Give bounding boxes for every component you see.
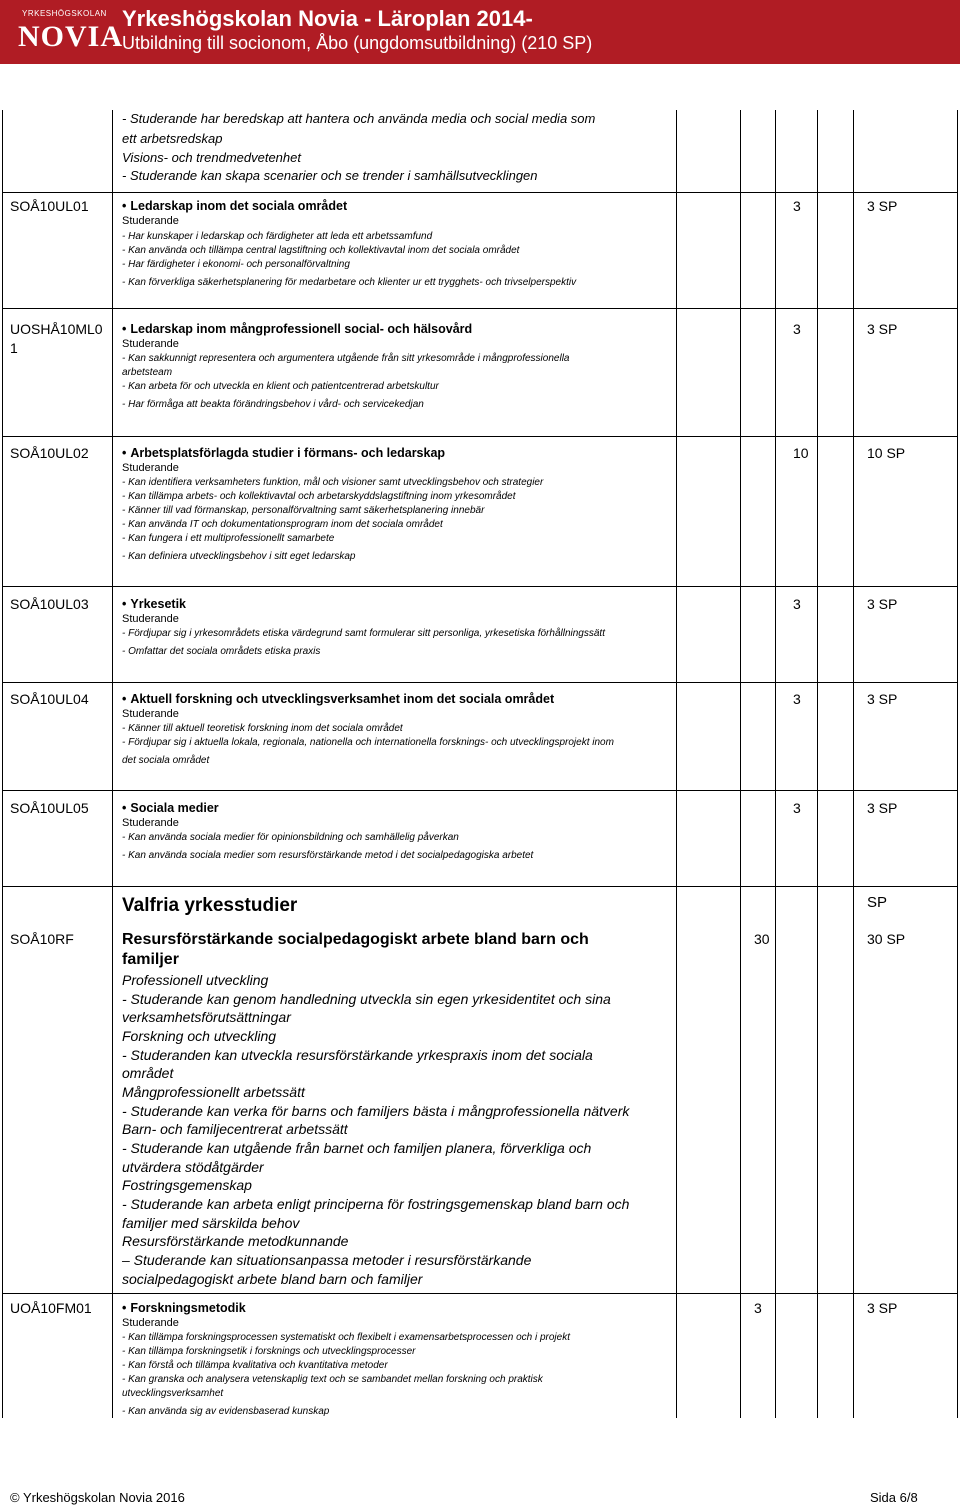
row-divider (2, 886, 958, 887)
course-outcome: - Kan sakkunnigt representera och argumentera utgående från sitt yrkesområde i mångprofessionella (122, 353, 570, 364)
course-outcome: - Kan granska och analysera vetenskaplig text och se sambandet mellan forskning och praktisk (122, 1374, 543, 1385)
table-border-col3 (740, 110, 741, 1418)
footer-page-number: Sida 6/8 (870, 1490, 918, 1505)
table-border-col6 (853, 110, 854, 1418)
course-title: • Ledarskap inom det sociala området (122, 199, 348, 213)
course-audience: Studerande (122, 817, 179, 829)
row-divider (2, 192, 958, 193)
course-sp: 3 SP (867, 321, 898, 337)
course-title-line: Resursförstärkande socialpedagogiskt arbete bland barn och (122, 931, 589, 948)
course-audience: Studerande (122, 338, 179, 350)
page-header (0, 0, 960, 64)
course-outcome: - Kan använda sig av evidensbaserad kunskap (122, 1406, 330, 1417)
rf-line: – Studerande kan situationsanpassa metoder i resursförstärkande (122, 1252, 532, 1268)
course-outcome: - Fördjupar sig i aktuella lokala, regionala, nationella och internationella forsknings- och utvecklingsprojekt inom (122, 737, 614, 748)
rf-line: - Studerande kan verka för barns och familjers bästa i mångprofessionella nätverk (122, 1103, 630, 1119)
course-outcome: - Har förmåga att beakta förändringsbehov i vård- och servicekedjan (122, 399, 424, 410)
course-outcome: arbetsteam (122, 367, 173, 378)
row-divider (2, 790, 958, 791)
course-code: SOÅ10UL03 (10, 596, 89, 612)
novia-logo (0, 0, 124, 64)
course-code: SOÅ10UL04 (10, 691, 89, 707)
course-code: SOÅ10UL05 (10, 800, 89, 816)
course-title-line: familjer (122, 951, 179, 968)
course-title: • Sociala medier (122, 801, 219, 815)
course-credits: 3 (793, 198, 801, 214)
course-sp: 10 SP (867, 445, 906, 461)
course-sp: 3 SP (867, 198, 898, 214)
rf-line: socialpedagogiskt arbete bland barn och familjer (122, 1271, 423, 1287)
course-audience: Studerande (122, 215, 179, 227)
course-outcome: - Kan tillämpa forskningsprocessen systematiskt och flexibelt i examensarbetsprocessen och i projekt (122, 1332, 570, 1343)
course-sp: 3 SP (867, 596, 898, 612)
logo-small-text: YRKESHÖGSKOLAN (22, 9, 107, 18)
table-border-right (957, 110, 958, 1418)
course-title (122, 930, 662, 970)
course-title: • Yrkesetik (122, 597, 186, 611)
rf-line: - Studerande kan arbeta enligt principerna för fostringsgemenskap bland barn och (122, 1196, 630, 1212)
table-border-left (2, 110, 3, 1418)
course-credits: 10 (793, 445, 809, 461)
course-outcome: - Kan fungera i ett multiprofessionellt samarbete (122, 533, 335, 544)
rf-line: Resursförstärkande metodkunnande (122, 1233, 349, 1249)
row-divider (2, 682, 958, 683)
course-title: • Arbetsplatsförlagda studier i förmans- och ledarskap (122, 446, 446, 460)
course-outcome: - Har kunskaper i ledarskap och färdigheter att leda ett arbetssamfund (122, 231, 433, 242)
course-outcome: - Kan använda och tillämpa central lagstiftning och kollektivavtal inom det sociala området (122, 245, 520, 256)
course-code: UOÅ10FM01 (10, 1300, 92, 1316)
rf-line: - Studeranden kan utveckla resursförstärkande yrkespraxis inom det sociala (122, 1047, 593, 1063)
rf-line: området (122, 1065, 174, 1081)
course-sp: 3 SP (867, 691, 898, 707)
course-outcome: - Kan använda sociala medier som resursförstärkande metod i det socialpedagogiska arbetet (122, 850, 534, 861)
course-outcome: - Omfattar det sociala områdets etiska praxis (122, 646, 321, 657)
course-audience: Studerande (122, 462, 179, 474)
row-divider (2, 436, 958, 437)
page-title: Yrkeshögskolan Novia - Läroplan 2014- (122, 6, 533, 31)
rf-line: verksamhetsförutsättningar (122, 1009, 291, 1025)
course-code: UOSHÅ10ML0 (10, 321, 103, 337)
course-outcome: det sociala området (122, 755, 210, 766)
course-credits: 3 (793, 321, 801, 337)
rf-line: - Studerande kan genom handledning utveckla sin egen yrkesidentitet och sina (122, 991, 611, 1007)
course-credits: 3 (793, 800, 801, 816)
table-border-col4 (775, 110, 776, 1418)
course-outcome: - Kan använda IT och dokumentationsprogram inom det sociala området (122, 519, 443, 530)
rf-line: Mångprofessionellt arbetssätt (122, 1084, 305, 1100)
course-title: • Forskningsmetodik (122, 1301, 246, 1315)
rf-line: utvärdera stödåtgärder (122, 1159, 264, 1175)
rf-line: Barn- och familjecentrerat arbetssätt (122, 1121, 348, 1137)
row-divider (2, 586, 958, 587)
course-outcome: - Känner till aktuell teoretisk forskning inom det sociala området (122, 723, 403, 734)
row-divider (2, 1293, 958, 1294)
course-outcome: - Kan tillämpa forskningsetik i forsknings och utvecklingsprocesser (122, 1346, 416, 1357)
rf-line: Forskning och utveckling (122, 1028, 277, 1044)
rf-line: Professionell utveckling (122, 972, 269, 988)
course-outcome: utvecklingsverksamhet (122, 1388, 224, 1399)
course-sp: 30 SP (867, 931, 906, 947)
row-divider (2, 308, 958, 309)
intro-line: - Studerande kan skapa scenarier och se trender i samhällsutvecklingen (122, 168, 538, 183)
course-credits: 3 (793, 691, 801, 707)
course-audience: Studerande (122, 613, 179, 625)
rf-line: Fostringsgemenskap (122, 1177, 252, 1193)
course-outcome: - Kan tillämpa arbets- och kollektivavtal och arbetarskyddslagstiftning inom yrkesområdet (122, 491, 516, 502)
course-code: SOÅ10UL01 (10, 198, 89, 214)
course-title: • Ledarskap inom mångprofessionell social- och hälsovård (122, 322, 473, 336)
course-outcome: - Kan använda sociala medier för opinionsbildning och samhällelig påverkan (122, 832, 459, 843)
course-credits: 30 (754, 931, 770, 947)
intro-line: Visions- och trendmedvetenhet (122, 150, 301, 165)
table-border-col5 (817, 110, 818, 1418)
logo-text: NOVIA (18, 20, 124, 53)
course-credits: 3 (793, 596, 801, 612)
table-border-col1 (112, 110, 113, 1418)
course-code: SOÅ10RF (10, 931, 74, 947)
course-title: • Aktuell forskning och utvecklingsverksamhet inom det sociala området (122, 692, 555, 706)
course-outcome: - Kan förstå och tillämpa kvalitativa och kvantitativa metoder (122, 1360, 388, 1371)
section-sp-header: SP (867, 894, 888, 911)
course-code-cont: 1 (10, 340, 18, 356)
course-code: SOÅ10UL02 (10, 445, 89, 461)
intro-line: - Studerande har beredskap att hantera och använda media och social media som (122, 111, 596, 126)
page-subtitle: Utbildning till socionom, Åbo (ungdomsutbildning) (210 SP) (122, 33, 593, 53)
course-outcome: - Har färdigheter i ekonomi- och personalförvaltning (122, 259, 350, 270)
course-outcome: - Kan förverkliga säkerhetsplanering för medarbetare och klienter ur ett trygghets- och trivselperspektiv (122, 277, 577, 288)
course-sp: 3 SP (867, 1300, 898, 1316)
section-title: Valfria yrkesstudier (122, 895, 298, 916)
footer-copyright: © Yrkeshögskolan Novia 2016 (10, 1490, 185, 1505)
course-outcome: - Kan definiera utvecklingsbehov i sitt eget ledarskap (122, 551, 356, 562)
rf-line: - Studerande kan utgående från barnet och familjen planera, förverkliga och (122, 1140, 592, 1156)
course-audience: Studerande (122, 708, 179, 720)
course-outcome: - Kan arbeta för och utveckla en klient och patientcentrerad arbetskultur (122, 381, 439, 392)
course-credits: 3 (754, 1300, 762, 1316)
course-outcome: - Känner till vad förmanskap, personalförvaltning samt säkerhetsplanering innebär (122, 505, 485, 516)
course-sp: 3 SP (867, 800, 898, 816)
intro-line: ett arbetsredskap (122, 131, 223, 146)
rf-line: familjer med särskilda behov (122, 1215, 300, 1231)
course-outcome: - Fördjupar sig i yrkesområdets etiska värdegrund samt formulerar sitt personliga, yrkesetiska förhållningssätt (122, 628, 605, 639)
course-audience: Studerande (122, 1317, 179, 1329)
course-outcome: - Kan identifiera verksamheters funktion, mål och visioner samt utvecklingsbehov och strategier (122, 477, 544, 488)
